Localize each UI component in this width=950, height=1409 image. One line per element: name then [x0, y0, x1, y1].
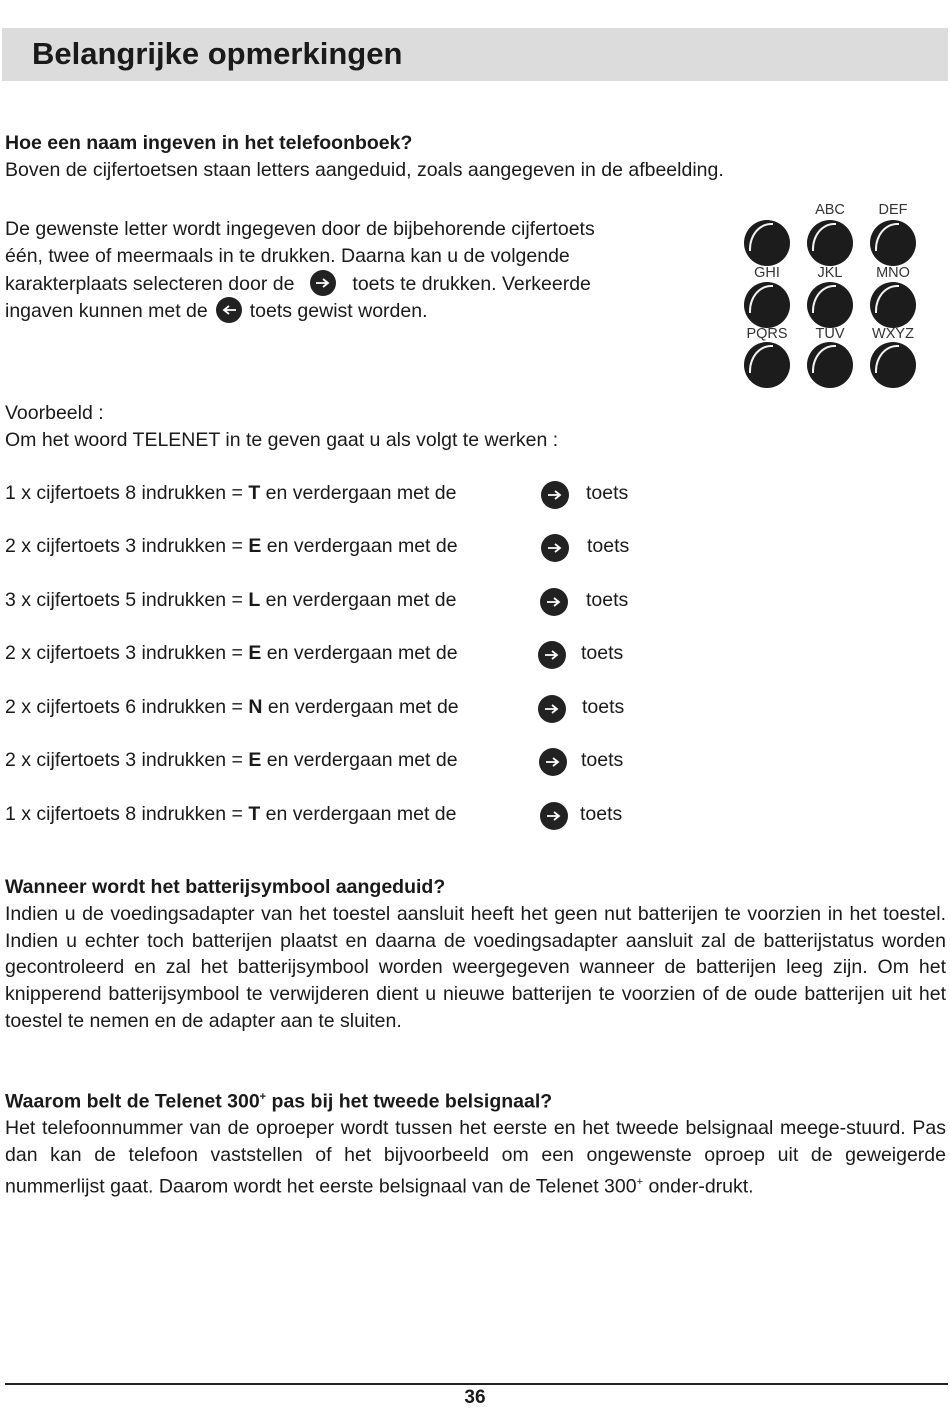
example-suffix: en verdergaan met de [261, 642, 458, 664]
example-intro: Om het woord TELENET in te geven gaat u als volgt te werken : [5, 428, 559, 451]
example-letter: E [248, 749, 262, 771]
section-phonebook-question: Hoe een naam ingeven in het telefoonboek? [5, 132, 413, 154]
example-prefix: 2 x cijfertoets 3 indrukken = [5, 749, 249, 771]
example-letter: L [248, 589, 261, 611]
example-prefix: 3 x cijfertoets 5 indrukken = [5, 589, 249, 611]
next-key-icon [538, 695, 566, 723]
page-number: 36 [464, 1387, 486, 1408]
back-key-icon [216, 297, 242, 323]
section-ring-body [5, 1115, 946, 1200]
para-line-text: toets te drukken. Verkeerde [352, 272, 591, 295]
example-end: toets [581, 642, 624, 664]
section-battery-question: Wanneer wordt het batterijsymbool aangeduid? [5, 876, 446, 898]
example-letter: E [248, 535, 262, 557]
footer-divider [5, 1383, 948, 1385]
para-line: één, twee of meermaals in te drukken. Daarna kan u de volgende [5, 244, 570, 267]
example-line [5, 587, 629, 614]
keypad-key-1 [744, 220, 790, 266]
example-suffix: en verdergaan met de [262, 696, 459, 718]
key-letters-wxyz: WXYZ [872, 326, 914, 342]
example-line [5, 694, 625, 721]
example-suffix: en verdergaan met de [261, 535, 458, 557]
key-letters-ghi: GHI [754, 265, 780, 281]
section-phonebook [5, 130, 945, 184]
question-superscript: + [259, 1091, 267, 1103]
keypad-key-2 [807, 220, 853, 266]
page-title: Belangrijke opmerkingen [32, 36, 403, 71]
section-phonebook-paragraph [5, 216, 705, 325]
next-key-icon [540, 802, 568, 830]
example-prefix: 2 x cijfertoets 3 indrukken = [5, 642, 249, 664]
keypad-key-3 [870, 220, 916, 266]
key-letters-mno: MNO [876, 265, 910, 281]
title-bar [2, 28, 948, 81]
para-line-text: toets gewist worden. [249, 300, 428, 323]
keypad-key-6 [870, 282, 916, 328]
next-key-icon [538, 641, 566, 669]
key-letters-def: DEF [878, 202, 908, 218]
keypad-illustration [740, 200, 930, 390]
example-suffix: en verdergaan met de [260, 803, 457, 825]
example-end: toets [581, 749, 624, 771]
example-prefix: 2 x cijfertoets 6 indrukken = [5, 696, 249, 718]
example-letter: T [248, 803, 261, 825]
body-text: Het telefoonnummer van de oproeper wordt tussen het eerste en het tweede belsignaal meege-stuurd. Pas dan kan de telefoon vaststellen of het bijvoorbeeld om een ongewenste oproep uit de geweigerde nummerlijst gaat. Daarom wordt het eerste belsignaal van de Telenet 300 [5, 1117, 946, 1198]
question-text: Waarom belt de Telenet 300 [5, 1090, 260, 1113]
example-letter: N [248, 696, 263, 718]
example-prefix: 1 x cijfertoets 8 indrukken = [5, 803, 249, 825]
para-line-text: ingaven kunnen met de [5, 300, 208, 323]
keypad-key-4 [744, 282, 790, 328]
example-end: toets [580, 803, 623, 825]
example-label: Voorbeeld : [5, 402, 104, 424]
key-letters-jkl: JKL [817, 265, 843, 281]
key-letters-abc: ABC [815, 202, 845, 218]
section-ring [5, 1084, 946, 1200]
next-key-icon [541, 534, 569, 562]
para-line-text: karakterplaats selecteren door de [5, 272, 295, 295]
example-end: toets [582, 696, 625, 718]
keypad-key-5 [807, 282, 853, 328]
body-superscript: + [636, 1175, 644, 1188]
para-line: De gewenste letter wordt ingegeven door de bijbehorende cijfertoets [5, 218, 595, 240]
question-text: pas bij het tweede belsignaal? [266, 1090, 553, 1113]
example-prefix: 1 x cijfertoets 8 indrukken = [5, 482, 249, 504]
body-text: onder-drukt. [643, 1175, 754, 1198]
section-battery-body: Indien u de voedingsadapter van het toestel aansluit heeft het geen nut batterijen te voorzien in het toestel. Indien u echter toch batterijen plaatst en daarna de voedingsadapter aansluit zal de batterijstatus worden gecontroleerd en zal het batterijsymbool worden weergegeven wanneer de batterijen leeg zijn. Om het knipperend batterijsymbool te verwijderen dient u nieuwe batterijen te voorzien of de oude batterijen uit het toestel te nemen en de adapter aan te sluiten. [5, 902, 946, 1032]
key-letters-pqrs: PQRS [746, 326, 788, 342]
next-key-icon [539, 748, 567, 776]
example-heading [5, 400, 905, 454]
example-end: toets [586, 482, 629, 504]
section-ring-question [5, 1084, 946, 1115]
key-letters-tuv: TUV [815, 326, 845, 342]
example-prefix: 2 x cijfertoets 3 indrukken = [5, 535, 249, 557]
section-battery [5, 874, 946, 1035]
example-suffix: en verdergaan met de [260, 589, 457, 611]
example-line [5, 480, 629, 507]
para-line [5, 297, 705, 325]
para-line [5, 270, 705, 298]
example-end: toets [587, 535, 630, 557]
next-key-icon [540, 588, 568, 616]
section-phonebook-intro: Boven de cijfertoetsen staan letters aangeduid, zoals aangegeven in de afbeelding. [5, 158, 724, 181]
example-end: toets [586, 589, 629, 611]
example-line [5, 747, 624, 774]
keypad-key-9 [870, 342, 916, 388]
example-line [5, 533, 630, 560]
example-suffix: en verdergaan met de [261, 749, 458, 771]
example-suffix: en verdergaan met de [260, 482, 457, 504]
example-letter: E [248, 642, 262, 664]
example-letter: T [248, 482, 261, 504]
keypad-key-7 [744, 342, 790, 388]
example-line [5, 801, 623, 828]
next-key-icon [310, 270, 336, 296]
next-key-icon [541, 481, 569, 509]
keypad-key-8 [807, 342, 853, 388]
example-line [5, 640, 624, 667]
